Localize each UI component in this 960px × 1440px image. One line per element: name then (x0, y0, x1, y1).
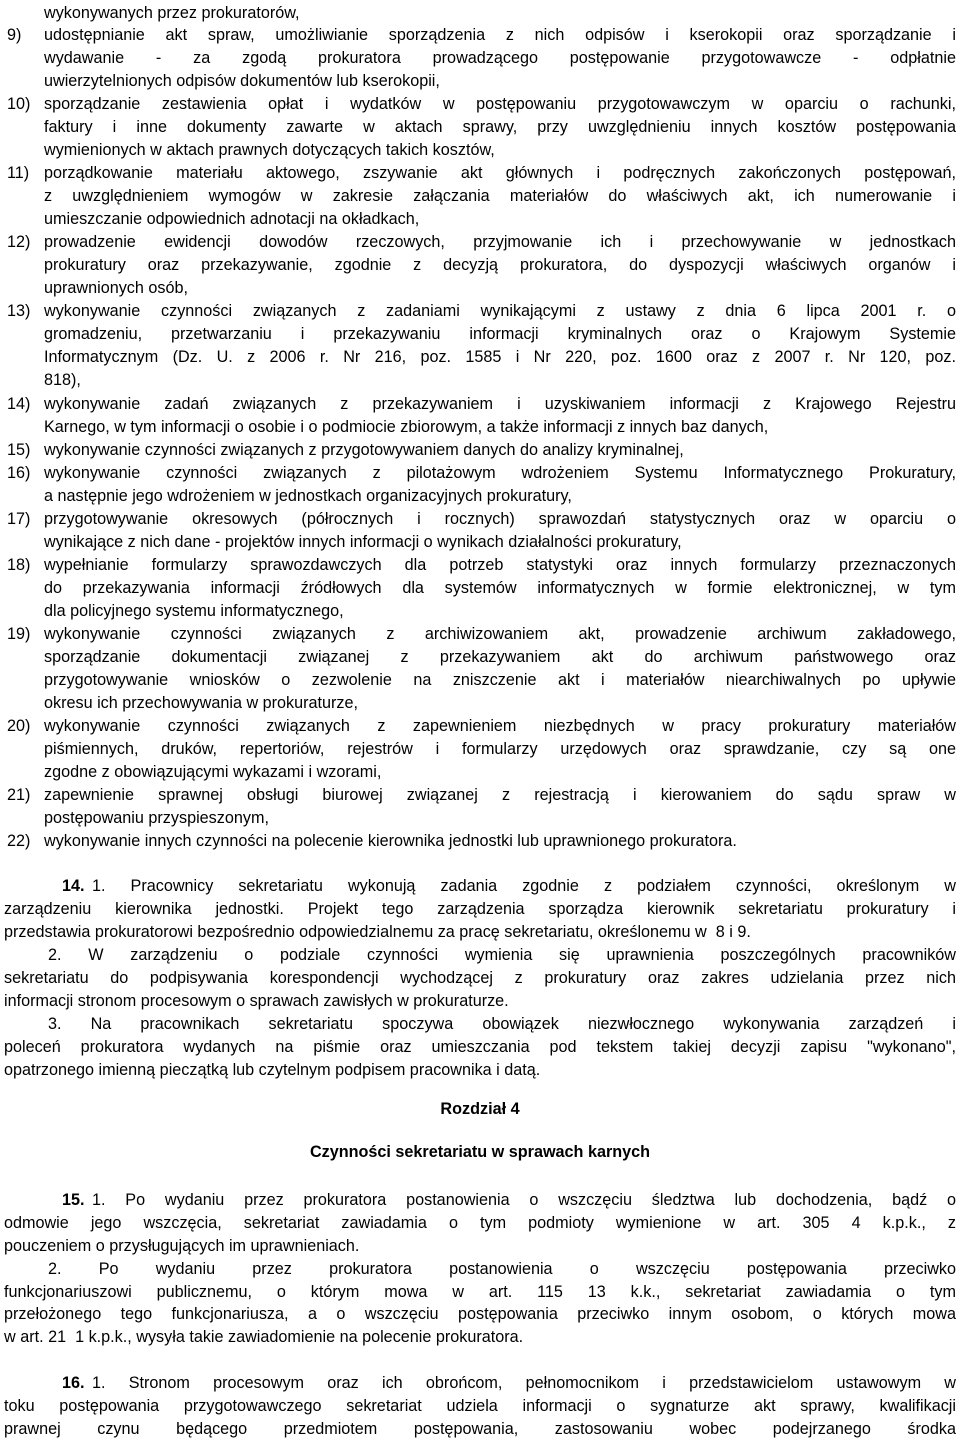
list-item-text: umieszczanie odpowiednich adnotacji na okładkach, (44, 210, 420, 228)
list-item-text: wynikające z nich dane - projektów innych informacji o wynikach działalności prokuratury, (44, 533, 682, 551)
section-number: 15. (62, 1191, 85, 1209)
list-item-number: 17) (7, 510, 31, 528)
chapter-title: Czynności sekretariatu w sprawach karnych (309, 1143, 651, 1161)
list-item-text: udostępnianie akt spraw, umożliwianie sporządzenia z nich odpisów i kserokopii oraz sporządzanie i (44, 26, 956, 44)
list-item-text: zapewnienie sprawnej obsługi biurowej związanej z rejestracją i kierowaniem do sądu spraw w (44, 786, 956, 804)
paragraph-line: przełożonego tego funkcjonariusza, a o wszczęciu postępowania przeciwko innym osobom, o których mowa (4, 1305, 956, 1323)
list-item-text: sporządzanie dokumentacji związanej z przekazywaniem akt do archiwum państwowego oraz (44, 648, 956, 666)
list-item-number: 12) (7, 233, 31, 251)
list-item-number: 15) (7, 441, 31, 459)
list-item-text: Karnego, w tym informacji o osobie i o podmiocie zbiorowym, a także informacji z innych baz danych, (44, 418, 769, 436)
list-item-text: wymienionych w aktach prawnych dotyczących takich kosztów, (44, 141, 495, 159)
list-item-text: a następnie jego wdrożeniem w jednostkach organizacyjnych prokuratury, (44, 487, 572, 505)
list-item-text: wykonywanie zadań związanych z przekazywaniem i uzyskiwaniem informacji z Krajowego Rejestru (44, 395, 956, 413)
paragraph-line: zarządzeniu kierownika jednostki. Projekt tego zarządzenia sporządza kierownik sekretariatu prokuratury i (4, 900, 956, 918)
paragraph-line: 2. Po wydaniu przez prokuratora postanowienia o wszczęciu postępowania przeciwko (48, 1260, 956, 1278)
list-item-text: uwierzytelnionych odpisów dokumentów lub kserokopii, (44, 72, 440, 90)
list-item-number: 19) (7, 625, 31, 643)
list-item-text: postępowaniu przyspieszonym, (44, 809, 269, 827)
list-item-number: 20) (7, 717, 31, 735)
paragraph-line: 2. W zarządzeniu o podziale czynności wymienia się uprawnienia poszczególnych pracowników (48, 946, 956, 964)
list-item-text: wykonywanie czynności związanych z archiwizowaniem akt, prowadzenie archiwum zakładowego, (44, 625, 956, 643)
paragraph-line: w art. 21 1 k.p.k., wysyła takie zawiadomienie na polecenie prokuratora. (4, 1328, 524, 1346)
list-item-text: wypełnianie formularzy sprawozdawczych dla potrzeb statystyki oraz innych formularzy przeznaczonych (44, 556, 956, 574)
list-item-text: wykonywanie czynności związanych z zapewnieniem niezbędnych w pracy prokuratury materiałów (44, 717, 956, 735)
list-item-text: zgodne z obowiązującymi wykazami i wzorami, (44, 763, 382, 781)
list-item-number: 21) (7, 786, 31, 804)
list-item-number: 14) (7, 395, 31, 413)
list-item-text: dla policyjnego systemu informatycznego, (44, 602, 344, 620)
paragraph-line: funkcjonariuszowi publicznemu, o którym mowa w art. 115 13 k.k., sekretariat zawiadamia o tym (4, 1283, 956, 1301)
list-item-text: do przekazywania informacji źródłowych dla systemów informatycznych w formie elektronicznej, w tym (44, 579, 956, 597)
list-item-text: wydawanie - za zgodą prokuratora prowadzącego postępowanie przygotowawcze - odpłatnie (44, 49, 956, 67)
list-item-text: prowadzenie ewidencji dowodów rzeczowych, przyjmowanie ich i przechowywanie w jednostkach (44, 233, 956, 251)
paragraph-line: odmowie jego wszczęcia, sekretariat zawiadamia o tym podmioty wymienione w art. 305 4 k.p.k., z (4, 1214, 956, 1232)
section-number: 14. (62, 877, 85, 895)
paragraph-line: informacji stronom procesowym o sprawach zawisłych w prokuraturze. (4, 992, 509, 1010)
list-item-number: 18) (7, 556, 31, 574)
list-item-text: porządkowanie materiału aktowego, zszywanie akt głównych i podręcznych zakończonych postępowań, (44, 164, 956, 182)
paragraph-line: 1. Pracownicy sekretariatu wykonują zadania zgodnie z podziałem czynności, określonym w (92, 877, 956, 895)
list-item-text: przygotowywanie wniosków o zezwolenie na zniszczenie akt i materiałów niearchiwalnych po upływie (44, 671, 956, 689)
paragraph-line: pouczeniem o przysługujących im uprawnieniach. (4, 1237, 360, 1255)
list-item-number: 10) (7, 95, 31, 113)
list-item-text: wykonywanie innych czynności na polecenie kierownika jednostki lub uprawnionego prokuratora. (44, 832, 737, 850)
list-item-number: 16) (7, 464, 31, 482)
list-item-text: gromadzeniu, przetwarzaniu i przekazywaniu informacji kryminalnych oraz o Krajowym Systemie (44, 325, 956, 343)
section-number: 16. (62, 1374, 85, 1392)
list-item-text: okresu ich przechowywania w prokuraturze, (44, 694, 358, 712)
paragraph-line: opatrzonego imienną pieczątką lub czytelnym podpisem pracownika i datą. (4, 1061, 541, 1079)
list-item-text: wykonywanie czynności związanych z przygotowywaniem danych do analizy kryminalnej, (44, 441, 684, 459)
list-item-text: Informatycznym (Dz. U. z 2006 r. Nr 216, poz. 1585 i Nr 220, poz. 1600 oraz z 2007 r. Nr 120, poz. (44, 348, 956, 366)
list-item-text: uprawnionych osób, (44, 279, 188, 297)
list-item-number: 9) (7, 26, 22, 44)
paragraph-line: toku postępowania przygotowawczego sekretariat udziela informacji o sygnaturze akt sprawy, kwalifikacji (4, 1397, 956, 1415)
list-item-text: faktury i inne dokumenty zawarte w aktach sprawy, przy uwzględnieniu innych kosztów postępowania (44, 118, 956, 136)
paragraph-line: sekretariatu do podpisywania korespondencji wychodzącej z prokuratury oraz zakres udzielania przez nich (4, 969, 956, 987)
list-item-text: wykonywanych przez prokuratorów, (44, 4, 300, 22)
list-item-text: przygotowywanie okresowych (półrocznych i rocznych) sprawozdań statystycznych oraz w oparciu o (44, 510, 956, 528)
list-item-text: sporządzanie zestawienia opłat i wydatków w postępowaniu przygotowawczym w oparciu o rachunki, (44, 95, 956, 113)
chapter-label: Rozdział 4 (440, 1100, 520, 1118)
list-item-text: 818), (44, 371, 81, 389)
paragraph-line: prawnej czynu będącego przedmiotem postępowania, zastosowaniu wobec podejrzanego środka (4, 1420, 956, 1438)
paragraph-line: przedstawia prokuratorowi bezpośrednio odpowiedzialnemu za pracę sekretariatu, określonemu w 8 i 9. (4, 923, 751, 941)
list-item-text: piśmiennych, druków, repertoriów, rejestrów i formularzy urzędowych oraz sprawdzanie, czy są one (44, 740, 956, 758)
paragraph-line: poleceń prokuratora wydanych na piśmie oraz umieszczania pod tekstem takiej decyzji zapisu "wykonano", (4, 1038, 956, 1056)
list-item-text: wykonywanie czynności związanych z zadaniami wynikającymi z ustawy z dnia 6 lipca 2001 r. o (44, 302, 956, 320)
paragraph-line: 3. Na pracownikach sekretariatu spoczywa obowiązek niezwłocznego wykonywania zarządzeń i (48, 1015, 956, 1033)
paragraph-line: 1. Stronom procesowym oraz ich obrońcom, pełnomocnikom i przedstawicielom ustawowym w (92, 1374, 956, 1392)
paragraph-line: 1. Po wydaniu przez prokuratora postanowienia o wszczęciu śledztwa lub dochodzenia, bądź o (92, 1191, 956, 1209)
list-item-number: 11) (7, 164, 30, 182)
list-item-text: z uwzględnieniem wymogów w zakresie załączania materiałów do właściwych akt, ich numerowanie i (44, 187, 956, 205)
list-item-number: 22) (7, 832, 31, 850)
list-item-text: prokuratury oraz przekazywanie, zgodnie z decyzją prokuratora, do dyspozycji właściwych organów i (44, 256, 956, 274)
list-item-text: wykonywanie czynności związanych z pilotażowym wdrożeniem Systemu Informatycznego Prokuratury, (44, 464, 956, 482)
list-item-number: 13) (7, 302, 31, 320)
